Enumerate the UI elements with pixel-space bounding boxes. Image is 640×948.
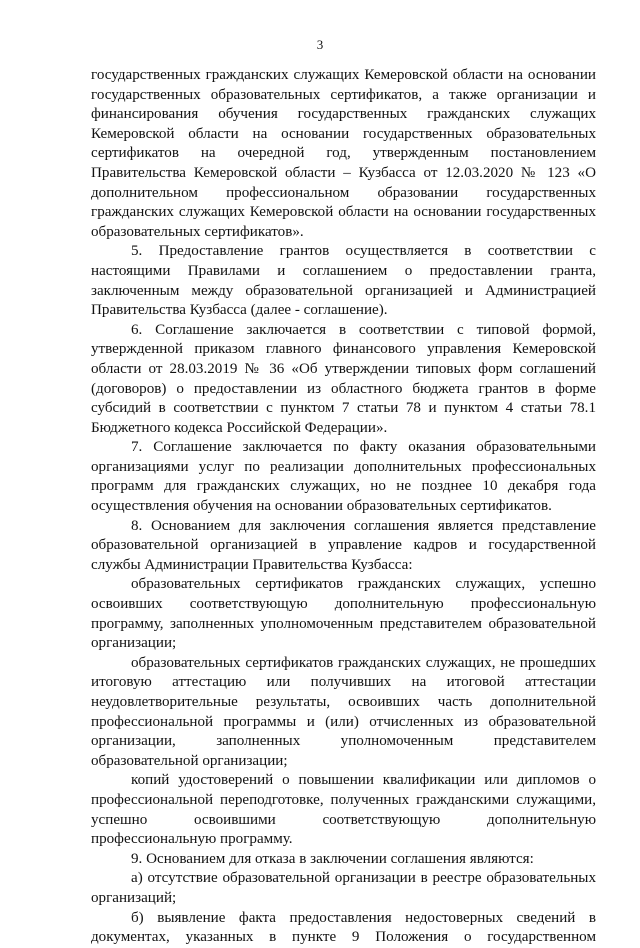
- paragraph-item-6: 6. Соглашение заключается в соответствии с типовой формой, утвержденной приказом главного финансового управления Кемеровской области от 28.03.2019 № 36 «Об утверждении типовых форм соглашений (договоров) о предоставлении из областного бюджета грантов в форме субсидий в соответствии с пунктом 7 статьи 78 и пунктом 4 статьи 78.1 Бюджетного кодекса Российской Федерации».: [91, 321, 596, 436]
- paragraph-item-9-b: б) выявление факта предоставления недостоверных сведений в документах, указанных в пункте 9 Положения о государственном: [91, 909, 596, 946]
- paragraph-item-5: 5. Предоставление грантов осуществляется в соответствии с настоящими Правилами и соглашением о предоставлении гранта, заключенным между образовательной организацией и Администрацией Правительства Кузбасса (далее - соглашение).: [91, 243, 596, 319]
- page-number: 3: [316, 37, 324, 52]
- paragraph-item-8-certificates-failed: образовательных сертификатов гражданских служащих, не прошедших итоговую аттестацию или получивших на итоговой аттестации неудовлетворительные результаты, освоивших часть дополнительной профессиональной программы и (или) отчисленных из образовательной организации, заполненных уполномоченным представителем образовательной организации;: [91, 654, 596, 769]
- document-body: [91, 66, 596, 948]
- paragraph-item-9-a: а) отсутствие образовательной организации в реестре образовательных организаций;: [91, 870, 596, 906]
- paragraph-item-8: 8. Основанием для заключения соглашения является представление образовательной организацией в управление кадров и государственной службы Администрации Правительства Кузбасса:: [91, 517, 596, 573]
- paragraph-item-8-diploma-copies: копий удостоверений о повышении квалификации или дипломов о профессиональной переподготовке, полученных гражданскими служащими, успешно освоившими соответствующую дополнительную профессиональную программу.: [91, 772, 596, 848]
- paragraph-item-9: 9. Основанием для отказа в заключении соглашения являются:: [131, 850, 534, 867]
- paragraph-item-8-certificates-passed: образовательных сертификатов гражданских служащих, успешно освоивших соответствующую дополнительную профессиональную программу, заполненных уполномоченным представителем образовательной организации;: [91, 576, 596, 652]
- paragraph-continuation: государственных гражданских служащих Кемеровской области на основании государственных образовательных сертификатов, а также организации и финансирования обучения государственных гражданских служащих Кемеровской области на основании государственных образовательных сертификатов на очередной год, утвержденным постановлением Правительства Кемеровской области – Кузбасса от 12.03.2020 № 123 «О дополнительном профессиональном образовании государственных гражданских служащих Кемеровской области на основании государственных образовательных сертификатов».: [91, 67, 596, 240]
- paragraph-item-7: 7. Соглашение заключается по факту оказания образовательными организациями услуг по реализации дополнительных профессиональных программ для гражданских служащих, но не позднее 10 декабря года осуществления обучения на основании образовательных сертификатов.: [91, 439, 596, 515]
